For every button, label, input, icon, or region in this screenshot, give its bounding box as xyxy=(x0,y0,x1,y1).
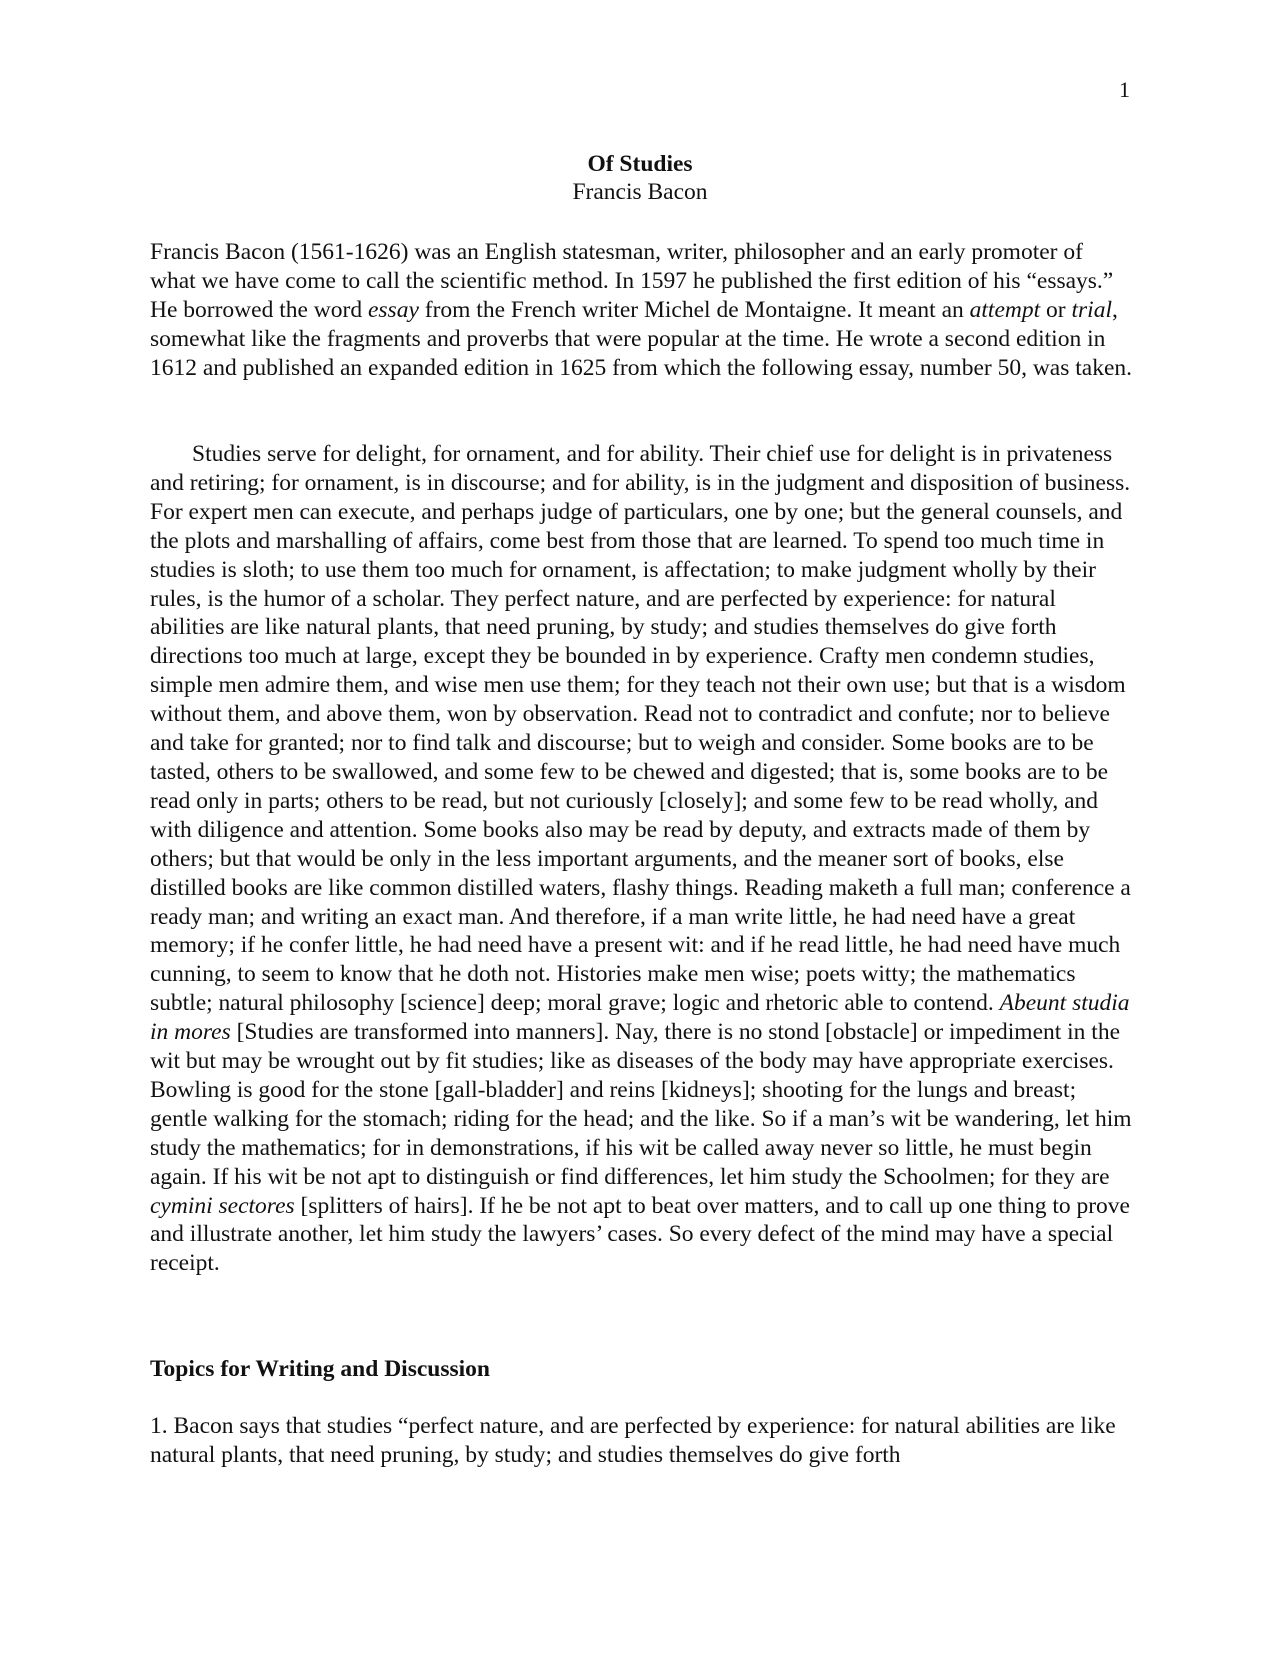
intro-italic-attempt: attempt xyxy=(969,296,1041,323)
essay-italic-latin-1: Abeunt studia in mores xyxy=(150,990,1130,1046)
essay-italic-latin-2: cymini sectores xyxy=(150,1192,295,1219)
essay-paragraph xyxy=(150,440,1132,1278)
essay-text-3: [splitters of hairs]. If he be not apt to beat over matters, and to call up one thing to prove and illustrate another, let him study the lawyers’ cases. So every defect of the mind may have a special receipt. xyxy=(150,1192,1130,1277)
question-1: 1. Bacon says that studies “perfect nature, and are perfected by experience: for natural abilities are like natural plants, that need pruning, by study; and studies themselves do give forth xyxy=(150,1413,1116,1468)
page-number: 1 xyxy=(1119,77,1130,102)
essay-text-2: [Studies are transformed into manners]. Nay, there is no stond [obstacle] or impediment in the wit but may be wrought out by fit studies; like as diseases of the body may have appropriate exercises. Bowling is good for the stone [gall-bladder] and reins [kidneys]; shooting for the lungs and breast; gentle walking for the stomach; riding for the head; and the like. So if a man’s wit be wandering, let him study the mathematics; for in demonstrations, if his wit be called away never so little, he must begin again. If his wit be not apt to distinguish or find differences, let him study the Schoolmen; for they are xyxy=(150,1019,1132,1190)
intro-italic-trial: trial xyxy=(1071,296,1112,323)
intro-paragraph xyxy=(150,238,1132,383)
essay-author: Francis Bacon xyxy=(572,179,708,205)
intro-italic-essay: essay xyxy=(367,296,419,323)
intro-text-3: or xyxy=(1040,296,1072,323)
intro-text-2: from the French writer Michel de Montaigne. It meant an xyxy=(418,296,970,323)
intro-text-4: , somewhat like the fragments and proverbs that were popular at the time. He wrote a second edition in 1612 and published an expanded edition in 1625 from which the following essay, number 50, was taken. xyxy=(150,296,1133,381)
title-block xyxy=(150,150,1130,206)
essay-text-1: Studies serve for delight, for ornament, and for ability. Their chief use for delight is in privateness and retiring; for ornament, is in discourse; and for ability, is in the judgment and disposition of business. For expert men can execute, and perhaps judge of particulars, one by one; but the general counsels, and the plots and marshalling of affairs, come best from those that are learned. To spend too much time in studies is sloth; to use them too much for ornament, is affectation; to make judgment wholly by their rules, is the humor of a scholar. They perfect nature, and are perfected by experience: for natural abilities are like natural plants, that need pruning, by study; and studies themselves do give forth directions too much at large, except they be bounded in by experience. Crafty men condemn studies, simple men admire them, and wise men use them; for they teach not their own use; but that is a wisdom without them, and above them, won by observation. Read not to contradict and confute; nor to believe and take for granted; nor to find talk and discourse; but to weigh and consider. Some books are to be tasted, others to be swallowed, and some few to be chewed and digested; that is, some books are to be read only in parts; others to be read, but not curiously [closely]; and some few to be read wholly, and with diligence and attention. Some books also may be read by deputy, and extracts made of them by others; but that would be only in the less important arguments, and the meaner sort of books, else distilled books are like common distilled waters, flashy things. Reading maketh a full man; conference a ready man; and writing an exact man. And therefore, if a man write little, he had need have a great memory; if he confer little, he had need have a present wit: and if he read little, he had need have much cunning, to seem to know that he doth not. Histories make men wise; poets witty; the mathematics subtle; natural philosophy [science] deep; moral grave; logic and rhetoric able to contend. xyxy=(150,441,1131,1017)
topics-heading: Topics for Writing and Discussion xyxy=(150,1356,490,1382)
intro-text-1: Francis Bacon (1561-1626) was an English statesman, writer, philosopher and an early promoter of what we have come to call the scientific method. In 1597 he published the first edition of his “essays.” He borrowed the word xyxy=(150,239,1114,323)
essay-title: Of Studies xyxy=(587,151,693,177)
